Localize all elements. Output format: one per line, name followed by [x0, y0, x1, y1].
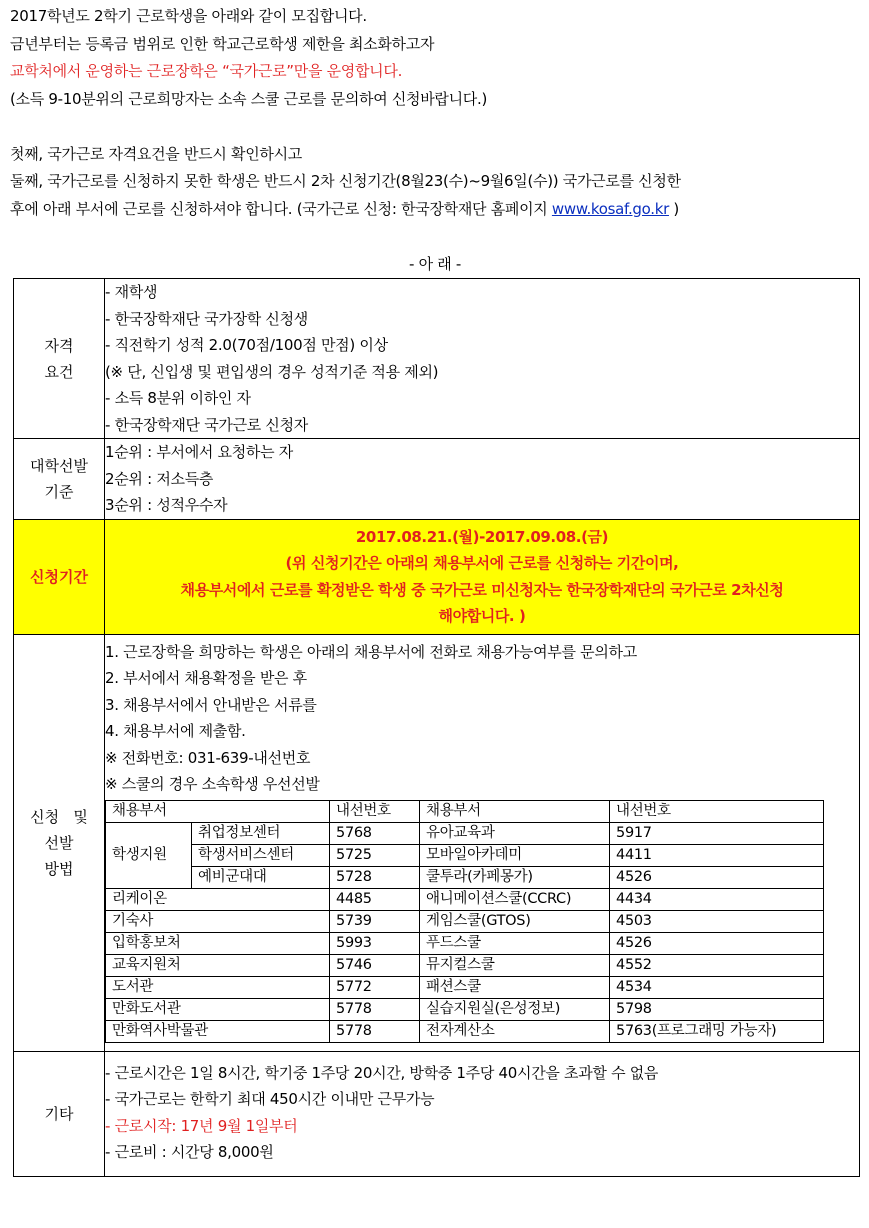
apply-step: 3. 채용부서에서 안내받은 서류를 — [105, 695, 317, 714]
intro-line-1: 2017학년도 2학기 근로학생을 아래와 같이 모집합니다. — [10, 7, 367, 25]
period-content — [105, 519, 860, 634]
intro-line-5: 첫째, 국가근로 자격요건을 반드시 확인하시고 — [10, 144, 302, 163]
qualification-content — [105, 279, 860, 439]
dept-2: 뮤지컬스쿨 — [420, 954, 610, 976]
ext: 5728 — [330, 866, 420, 888]
dept: 입학홍보처 — [106, 932, 330, 954]
apply-row — [14, 634, 860, 1051]
dept-2: 전자계산소 — [420, 1020, 610, 1042]
ext-2: 4434 — [610, 888, 824, 910]
ext: 5772 — [330, 976, 420, 998]
qualification-item: - 한국장학재단 국가근로 신청자 — [105, 415, 308, 434]
table-row — [106, 1020, 824, 1042]
etc-row — [14, 1051, 860, 1176]
period-dates: 2017.08.21.(월)-2017.09.08.(금) — [355, 527, 609, 546]
ext-2: 5763(프로그래밍 가능자) — [610, 1020, 824, 1042]
period-note: 채용부서에서 근로를 확정받은 학생 중 국가근로 미신청자는 한국장학재단의 국가근로 2차신청 — [180, 580, 784, 599]
dept-2: 애니메이션스쿨(CCRC) — [420, 888, 610, 910]
etc-item: - 국가근로는 한학기 최대 450시간 이내만 근무가능 — [105, 1090, 435, 1108]
apply-step: 2. 부서에서 채용확정을 받은 후 — [105, 669, 307, 687]
etc-item-start-date: - 근로시작: 17년 9월 1일부터 — [105, 1116, 298, 1135]
dept-2: 푸드스쿨 — [420, 932, 610, 954]
intro-line-2: 금년부터는 등록금 범위로 인한 학교근로학생 제한을 최소화하고자 — [10, 34, 435, 53]
ext: 5778 — [330, 1020, 420, 1042]
header-ext: 내선번호 — [330, 800, 420, 822]
ext-2: 4526 — [610, 866, 824, 888]
table-row — [106, 844, 824, 866]
table-row — [106, 998, 824, 1020]
recruitment-table — [13, 278, 860, 1177]
etc-content — [105, 1051, 860, 1176]
intro-line-6: 둘째, 국가근로를 신청하지 못한 학생은 반드시 2차 신청기간(8월23(수)~9월6일(수)) 국가근로를 신청한 — [10, 172, 681, 190]
ext-2: 4534 — [610, 976, 824, 998]
period-note: (위 신청기간은 아래의 채용부서에 근로를 신청하는 기간이며, — [285, 554, 679, 572]
criteria-item: 2순위 : 저소득층 — [105, 469, 214, 488]
apply-note: ※ 전화번호: 031-639-내선번호 — [105, 748, 311, 767]
table-row — [106, 888, 824, 910]
dept-2: 실습지원실(은성정보) — [420, 998, 610, 1020]
dept-2: 유아교육과 — [420, 822, 610, 844]
intro-line-7-text: 후에 아래 부서에 근로를 신청하셔야 합니다. (국가근로 신청: 한국장학재단 홈페이지 — [10, 199, 552, 218]
qualification-item: - 직전학기 성적 2.0(70점/100점 만점) 이상 — [105, 336, 388, 354]
apply-label: 신청 및 선발 방법 — [14, 634, 105, 1051]
dept-2: 게임스쿨(GTOS) — [420, 910, 610, 932]
dept: 기숙사 — [106, 910, 330, 932]
ext: 5778 — [330, 998, 420, 1020]
apply-note: ※ 스쿨의 경우 소속학생 우선선발 — [105, 775, 320, 793]
intro-line-7-tail: ) — [668, 199, 679, 218]
table-row — [106, 954, 824, 976]
table-row — [106, 822, 824, 844]
dept-2: 쿨투라(카페몽가) — [420, 866, 610, 888]
ext: 5739 — [330, 910, 420, 932]
table-row — [106, 866, 824, 888]
intro-line-4: (소득 9-10분위의 근로희망자는 소속 스쿨 근로를 문의하여 신청바랍니다.) — [10, 89, 488, 108]
intro-line-3: 교학처에서 운영하는 근로장학은 “국가근로”만을 운영합니다. — [10, 62, 403, 80]
criteria-content — [105, 439, 860, 520]
intro-line-7 — [10, 196, 860, 224]
header-ext-2: 내선번호 — [610, 800, 824, 822]
period-note: 해야합니다. ) — [438, 607, 526, 625]
table-header-row — [106, 800, 824, 822]
ext: 5768 — [330, 822, 420, 844]
criteria-item: 3순위 : 성적우수자 — [105, 496, 228, 514]
dept: 만화도서관 — [106, 998, 330, 1020]
dept: 리케이온 — [106, 888, 330, 910]
table-row — [106, 976, 824, 998]
criteria-row — [14, 439, 860, 520]
etc-item: - 근로비 : 시간당 8,000원 — [105, 1143, 274, 1161]
dept: 만화역사박물관 — [106, 1020, 330, 1042]
intro-section — [10, 3, 860, 278]
period-label: 신청기간 — [14, 519, 105, 634]
etc-label: 기타 — [14, 1051, 105, 1176]
criteria-label: 대학선발 기준 — [14, 439, 105, 520]
qualification-label: 자격 요건 — [14, 279, 105, 439]
ext-2: 4411 — [610, 844, 824, 866]
department-table — [105, 800, 824, 1043]
apply-step: 4. 채용부서에 제출함. — [105, 722, 246, 740]
qualification-item: (※ 단, 신입생 및 편입생의 경우 성적기준 적용 제외) — [105, 362, 439, 381]
apply-content — [105, 634, 860, 1051]
ext-2: 5917 — [610, 822, 824, 844]
group-student-support: 학생지원 — [106, 822, 192, 888]
sub-dept: 취업정보센터 — [192, 822, 330, 844]
qualification-item: - 소득 8분위 이하인 자 — [105, 389, 251, 407]
ext: 4485 — [330, 888, 420, 910]
table-row — [106, 910, 824, 932]
dept: 교육지원처 — [106, 954, 330, 976]
apply-step: 1. 근로장학을 희망하는 학생은 아래의 채용부서에 전화로 채용가능여부를 문의하고 — [105, 642, 637, 661]
ext-2: 5798 — [610, 998, 824, 1020]
header-dept-2: 채용부서 — [420, 800, 610, 822]
dept-2: 패션스쿨 — [420, 976, 610, 998]
table-row — [106, 932, 824, 954]
ext: 5746 — [330, 954, 420, 976]
ext: 5725 — [330, 844, 420, 866]
ext-2: 4526 — [610, 932, 824, 954]
period-row — [14, 519, 860, 634]
kosaf-link[interactable]: www.kosaf.go.kr — [551, 199, 669, 218]
qualification-item: - 재학생 — [105, 283, 158, 301]
sub-dept: 예비군대대 — [192, 866, 330, 888]
dept: 도서관 — [106, 976, 330, 998]
sub-dept: 학생서비스센터 — [192, 844, 330, 866]
section-title: - 아 래 - — [408, 254, 461, 273]
header-dept: 채용부서 — [106, 800, 330, 822]
qualification-item: - 한국장학재단 국가장학 신청생 — [105, 309, 308, 328]
ext-2: 4503 — [610, 910, 824, 932]
ext: 5993 — [330, 932, 420, 954]
ext-2: 4552 — [610, 954, 824, 976]
criteria-item: 1순위 : 부서에서 요청하는 자 — [105, 443, 293, 461]
dept-2: 모바일아카데미 — [420, 844, 610, 866]
etc-item: - 근로시간은 1일 8시간, 학기중 1주당 20시간, 방학중 1주당 40시간을 초과할 수 없음 — [105, 1063, 659, 1082]
qualification-row — [14, 279, 860, 439]
